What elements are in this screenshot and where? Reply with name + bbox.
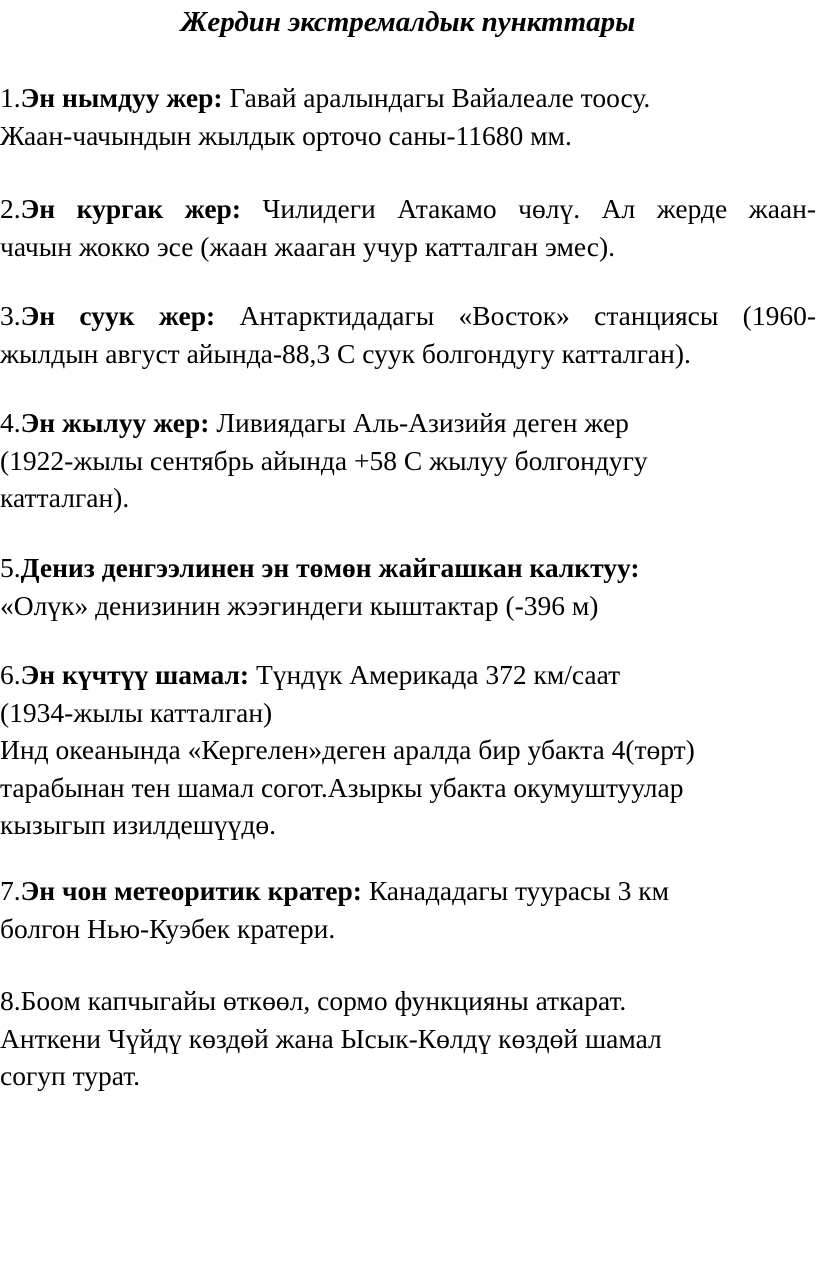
item-line: Жаан-чачындын жылдык орточо саны-11680 мм. [0,119,572,151]
extreme-item-6 [0,656,816,844]
item-line: 8.Боом капчыгайы өткөөл, сормо функцияны аткарат. [0,985,627,1016]
item-heading: Эн суук жер: [20,300,216,331]
item-line [0,404,816,442]
item-number: 3. [0,300,21,331]
item-line: (1934-жылы катталган) [0,696,273,728]
item-heading: Эн чон метеоритик кратер: [20,875,362,906]
item-line: кызыгып изилдешүүдө. [0,809,277,840]
item-text: Антарктидадагы «Восток» станциясы (1960- [215,300,816,331]
item-number: 7. [0,875,21,906]
item-number: 4. [0,407,21,438]
item-line [0,656,816,694]
item-number: 2. [0,193,21,224]
extreme-item-2 [0,190,816,265]
item-number: 5. [0,552,21,583]
item-heading: Эн жылуу жер: [20,407,210,438]
item-heading: Эн күчтүү шамал: [20,659,250,690]
item-line [0,79,816,117]
item-line: согуп турат. [0,1060,141,1091]
item-text: Канададагы туурасы 3 км [361,875,670,906]
item-line [0,549,816,587]
item-text: Чилидеги Атакамо чөлү. Ал жерде жаан- [241,193,816,224]
item-text: Түндүк Америкада 372 км/саат [249,659,621,690]
page-title: Жердин экстремалдык пункттары [180,6,636,38]
item-text: Гавай аралындагы Вайалеале тоосу. [222,82,651,113]
extreme-item-7 [0,872,816,947]
extreme-item-4 [0,404,816,517]
item-line: жылдын август айында-88,3 С суук болгондугу катталган). [0,337,691,369]
extreme-item-5 [0,549,816,624]
item-line: болгон Нью-Куэбек кратери. [0,912,336,944]
item-number: 6. [0,659,21,690]
item-line [0,190,816,228]
item-line: Анткени Чүйдү көздөй жана Ысык-Көлдү көздөй шамал [0,1022,662,1054]
item-line [0,872,816,910]
item-heading: Эн кургак жер: [20,193,241,224]
item-line: чачын жокко эсе (жаан жааган учур катталган эмес). [0,230,616,262]
item-line: «Олүк» денизинин жээгиндеги кыштактар (-396 м) [0,589,599,621]
extreme-item-8 [0,982,816,1095]
item-number: 1. [0,82,21,113]
item-text: Ливиядагы Аль-Азизийя деген жер [209,407,629,438]
extreme-item-1 [0,79,816,154]
item-line: тарабынан тен шамал согот.Азыркы убакта окумуштуулар [0,771,684,803]
item-line: катталган). [0,482,130,513]
item-line [0,297,816,335]
extreme-item-3 [0,297,816,372]
item-line: Инд океанында «Кергелен»деген аралда бир убакта 4(төрт) [0,734,695,765]
item-heading: Эн нымдуу жер: [20,82,223,113]
item-line: (1922-жылы сентябрь айында +58 С жылуу болгондугу [0,444,648,476]
item-heading: Дениз денгээлинен эн төмөн жайгашкан калктуу: [20,552,640,583]
